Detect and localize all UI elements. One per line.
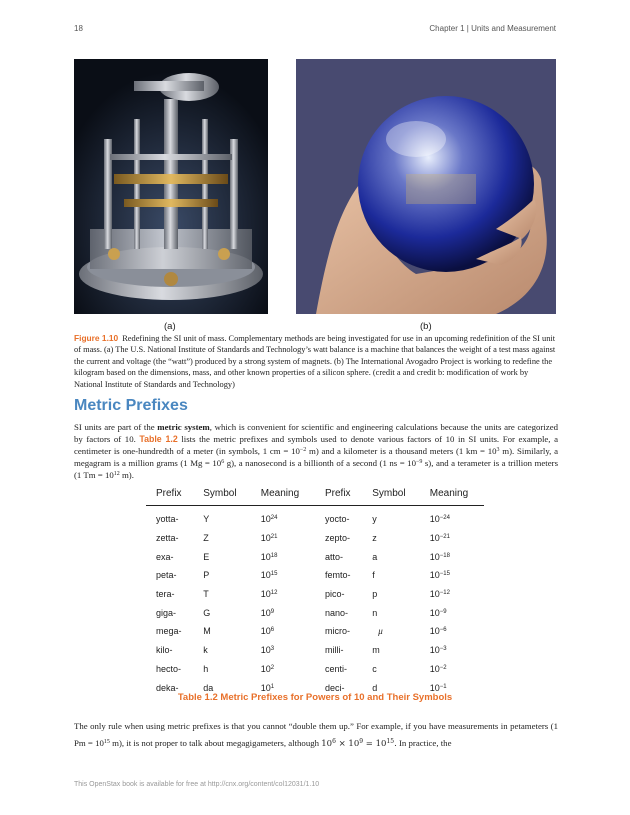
prefix-text: tera-	[156, 589, 175, 600]
prefix-cell	[315, 622, 362, 641]
symbol-cell	[362, 529, 420, 548]
table-row	[146, 585, 484, 604]
table-row	[146, 622, 484, 641]
prefix-cell	[315, 566, 362, 585]
chapter-title: Chapter 1 | Units and Measurement	[429, 24, 556, 33]
meaning-cell	[251, 585, 315, 604]
prefix-cell	[315, 506, 362, 529]
symbol-text: f	[372, 570, 375, 581]
symbol-text: E	[203, 551, 210, 562]
exponent: 6	[221, 459, 225, 465]
prefix-cell	[146, 603, 193, 622]
text-run: m), it is not proper to talk about megagigameters, although	[109, 738, 322, 748]
header-symbol: Symbol	[362, 485, 420, 506]
meaning-cell	[420, 529, 484, 548]
meaning-base: 10	[429, 682, 440, 693]
prefix-cell	[315, 547, 362, 566]
symbol-text: n	[372, 607, 378, 618]
meaning-base: 10	[260, 551, 271, 562]
meaning-cell	[251, 506, 315, 529]
meaning-cell	[251, 641, 315, 660]
closing-paragraph	[74, 718, 558, 753]
meaning-base: 10	[260, 570, 271, 581]
prefix-text: deci-	[324, 682, 345, 693]
text-run: m) and a kilometer is a thousand meters (1 km = 10	[306, 446, 497, 456]
meaning-exponent: 2	[270, 664, 275, 671]
prefix-text: nano-	[324, 607, 349, 618]
section-heading: Metric Prefixes	[74, 397, 188, 414]
subfigure-label-b: (b)	[420, 321, 432, 332]
meaning-base: 10	[260, 626, 271, 637]
symbol-text: z	[372, 533, 377, 544]
meaning-cell	[420, 585, 484, 604]
meaning-cell	[251, 622, 315, 641]
symbol-cell	[193, 660, 251, 679]
meaning-base: 10	[429, 663, 440, 674]
meaning-base: 10	[429, 551, 440, 562]
table-caption: Table 1.2 Metric Prefixes for Powers of 10 and Their Symbols	[177, 692, 453, 703]
meaning-exponent: −1	[439, 683, 447, 690]
meaning-exponent: −15	[439, 571, 450, 578]
math-exponent: 6	[332, 738, 336, 745]
symbol-cell	[193, 603, 251, 622]
meaning-cell	[251, 603, 315, 622]
text-run: g), a nanosecond is a billionth of a second (1 ns = 10	[224, 458, 416, 468]
table-body	[146, 506, 484, 697]
header-prefix: Prefix	[315, 485, 362, 506]
meaning-exponent: 1	[270, 683, 275, 690]
meaning-base: 10	[260, 645, 271, 656]
exponent: 3	[496, 447, 500, 453]
prefix-cell	[315, 529, 362, 548]
meaning-cell	[420, 660, 484, 679]
symbol-cell	[362, 622, 420, 641]
meaning-exponent: 21	[270, 534, 278, 541]
symbol-cell	[193, 547, 251, 566]
meaning-base: 10	[260, 514, 271, 525]
symbol-text: a	[372, 551, 378, 562]
meaning-base: 10	[429, 626, 440, 637]
symbol-text: Z	[203, 533, 209, 544]
symbol-cell	[362, 506, 420, 529]
prefix-text: giga-	[156, 607, 177, 618]
figure-number: Figure 1.10	[74, 333, 119, 343]
meaning-base: 10	[260, 589, 271, 600]
meaning-cell	[420, 547, 484, 566]
exponent: 15	[103, 739, 110, 745]
text-run: m). Similarly, a megagram is a million grams (1 Mg = 10	[74, 446, 558, 468]
symbol-text: p	[372, 589, 378, 600]
prefix-text: milli-	[324, 645, 344, 656]
meaning-base: 10	[429, 645, 440, 656]
math-operator: =	[363, 739, 376, 749]
silicon-sphere-photo	[296, 59, 556, 314]
table-row	[146, 603, 484, 622]
table-row	[146, 547, 484, 566]
text-run: lists the metric prefixes and symbols used to denote various factors of 10 in SI units. For example, a centimeter is one-hundredth of a meter (in symbols, 1 cm = 10	[74, 434, 558, 456]
prefix-cell	[146, 622, 193, 641]
symbol-cell	[193, 641, 251, 660]
symbol-text: Y	[203, 514, 210, 525]
symbol-cell	[193, 622, 251, 641]
symbol-cell	[362, 641, 420, 660]
meaning-exponent: −24	[439, 515, 450, 522]
meaning-base: 10	[429, 514, 440, 525]
prefix-text: deka-	[156, 682, 179, 693]
meaning-cell	[420, 641, 484, 660]
text-run: s), and a terameter is a trillion meters (1 Tm = 10	[74, 458, 558, 480]
text-run: The only rule when using metric prefixes is that you cannot “double them up.” For example, if you have measurements in petameters (1 Pm = 10	[74, 721, 558, 748]
meaning-base: 10	[260, 607, 271, 618]
prefix-text: zepto-	[324, 533, 350, 544]
page-number: 18	[74, 24, 83, 33]
prefix-cell	[315, 585, 362, 604]
meaning-exponent: 24	[270, 515, 278, 522]
exponent: −2	[299, 447, 307, 453]
prefix-text: yocto-	[324, 514, 350, 525]
text-run: , which is convenient for scientific and engineering calculations because the units are categorized by factors of 10.	[74, 422, 558, 444]
meaning-cell	[251, 547, 315, 566]
metric-prefix-table	[146, 485, 484, 697]
prefix-cell	[146, 660, 193, 679]
table-row	[146, 641, 484, 660]
prefix-cell	[146, 585, 193, 604]
meaning-base: 10	[260, 533, 271, 544]
math-base: 10	[321, 739, 333, 749]
meaning-exponent: −9	[439, 608, 447, 615]
meaning-exponent: 18	[270, 552, 278, 559]
meaning-base: 10	[429, 589, 440, 600]
subfigure-label-a: (a)	[164, 321, 176, 332]
prefix-text: pico-	[324, 589, 345, 600]
prefix-text: mega-	[156, 626, 182, 637]
prefix-cell	[315, 641, 362, 660]
intro-paragraph	[74, 421, 558, 481]
math-base: 10	[348, 739, 360, 749]
header-prefix: Prefix	[146, 485, 193, 506]
math-punct: .	[394, 739, 397, 749]
table-row	[146, 529, 484, 548]
prefix-text: kilo-	[156, 645, 173, 656]
exponent: 12	[113, 471, 120, 477]
meaning-exponent: −21	[439, 534, 450, 541]
text-run: m).	[119, 470, 134, 480]
symbol-cell	[362, 547, 420, 566]
math-base: 10	[375, 739, 387, 749]
meaning-cell	[251, 660, 315, 679]
prefix-text: centi-	[324, 663, 347, 674]
symbol-text: m	[372, 645, 380, 656]
math-operator: ×	[335, 739, 349, 749]
meaning-base: 10	[260, 682, 271, 693]
meaning-exponent: 6	[270, 627, 275, 634]
symbol-text: P	[203, 570, 210, 581]
prefix-text: atto-	[324, 551, 343, 562]
figure-caption-text: Redefining the SI unit of mass. Complementary methods are being investigated for use in an upcoming redefinition of the SI unit of mass. (a) The U.S. National Institute of Standards and Technology’s watt balance is a machine that balances the weight of a test mass against the current and voltage (the “watt”) produced by a strong system of magnets. (b) The International Avogadro Project is working to redefine the kilogram based on the dimensions, mass, and other known properties of a silicon sphere. (credit a and credit b: modification of work by National Institute of Standards and Technology)	[74, 334, 556, 389]
prefix-text: exa-	[156, 551, 174, 562]
prefix-text: zetta-	[156, 533, 179, 544]
symbol-cell	[362, 603, 420, 622]
symbol-cell	[362, 660, 420, 679]
prefix-text: hecto-	[156, 663, 182, 674]
prefix-text: peta-	[156, 570, 177, 581]
meaning-exponent: 15	[270, 571, 278, 578]
meaning-base: 10	[429, 607, 440, 618]
math-exponent: 15	[386, 738, 395, 745]
table-header-row	[146, 485, 484, 506]
symbol-text: y	[372, 514, 377, 525]
meaning-cell	[251, 529, 315, 548]
table-row	[146, 660, 484, 679]
header-meaning: Meaning	[420, 485, 484, 506]
prefix-cell	[146, 566, 193, 585]
math-exponent: 9	[359, 738, 364, 745]
symbol-cell	[193, 585, 251, 604]
prefix-cell	[315, 603, 362, 622]
prefix-text: micro-	[324, 626, 350, 637]
meaning-exponent: −6	[439, 627, 447, 634]
symbol-cell	[362, 566, 420, 585]
symbol-text: d	[372, 682, 378, 693]
meaning-exponent: 3	[270, 646, 275, 653]
text-run: In practice, the	[396, 738, 452, 748]
meaning-base: 10	[429, 533, 440, 544]
symbol-text: M	[203, 626, 211, 637]
table-row	[146, 566, 484, 585]
meaning-cell	[420, 622, 484, 641]
prefix-cell	[146, 641, 193, 660]
symbol-text: k	[203, 645, 208, 656]
symbol-text: μ	[378, 626, 383, 637]
meaning-exponent: −3	[439, 646, 447, 653]
symbol-text: T	[203, 589, 209, 600]
meaning-exponent: 9	[270, 608, 275, 615]
meaning-base: 10	[429, 570, 440, 581]
symbol-cell	[362, 585, 420, 604]
key-term: metric system	[157, 422, 210, 432]
watt-balance-photo	[74, 59, 268, 314]
symbol-cell	[193, 529, 251, 548]
prefix-text: femto-	[324, 570, 351, 581]
meaning-cell	[420, 603, 484, 622]
prefix-text: yotta-	[156, 514, 179, 525]
exponent: −9	[415, 459, 423, 465]
meaning-cell	[420, 506, 484, 529]
meaning-exponent: −2	[439, 664, 447, 671]
header-symbol: Symbol	[193, 485, 251, 506]
meaning-cell	[251, 566, 315, 585]
prefix-cell	[146, 529, 193, 548]
symbol-text: da	[203, 682, 214, 693]
meaning-exponent: −18	[439, 552, 450, 559]
table-row	[146, 506, 484, 529]
text-run: SI units are part of the	[74, 422, 158, 432]
meaning-base: 10	[260, 663, 271, 674]
symbol-text: c	[372, 663, 377, 674]
prefix-cell	[146, 547, 193, 566]
symbol-text: G	[203, 607, 211, 618]
figure-caption	[74, 333, 558, 390]
meaning-exponent: 12	[270, 590, 278, 597]
page-footer: This OpenStax book is available for free at http://cnx.org/content/col12031/1.10	[74, 781, 320, 788]
symbol-cell	[193, 566, 251, 585]
symbol-cell	[193, 506, 251, 529]
table-reference-link[interactable]: Table 1.2	[139, 434, 178, 444]
prefix-cell	[315, 660, 362, 679]
meaning-cell	[420, 566, 484, 585]
meaning-exponent: −12	[439, 590, 450, 597]
math-expression	[321, 739, 397, 749]
prefix-cell	[146, 506, 193, 529]
header-meaning: Meaning	[251, 485, 315, 506]
symbol-text: h	[203, 663, 209, 674]
